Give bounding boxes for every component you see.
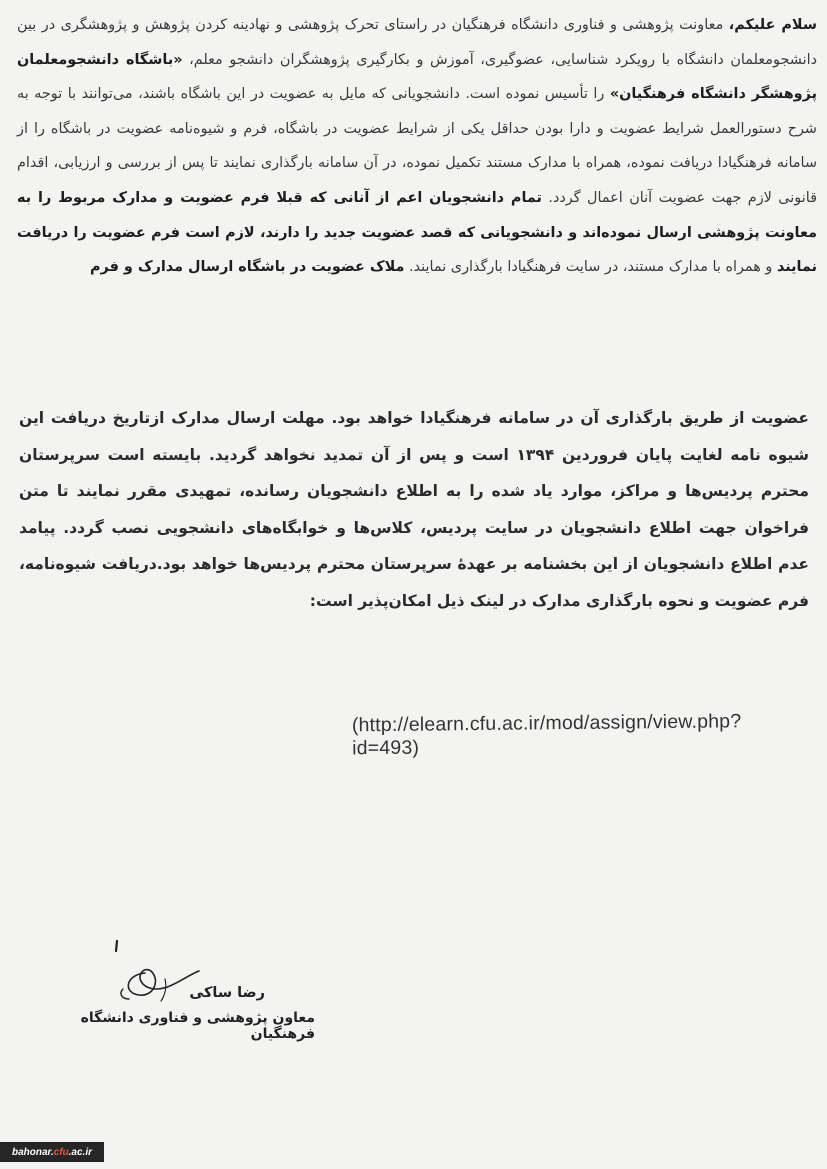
site-domain-end: .ac.ir — [68, 1146, 93, 1158]
download-link[interactable]: (http://elearn.cfu.ac.ir/mod/assign/view.php?id=493) — [351, 710, 742, 760]
intro-paragraph — [17, 8, 817, 285]
site-watermark-badge — [0, 1142, 104, 1162]
intro-text-c: و همراه با مدارک مستند، در سایت فرهنگیادا بارگذاری نمایند. — [404, 259, 777, 276]
greeting: سلام علیکم، — [728, 17, 818, 33]
site-domain-accent: cfu — [53, 1146, 69, 1158]
intro-criteria: ملاک عضویت در باشگاه ارسال مدارک و فرم — [89, 259, 405, 276]
deadline-paragraph: عضویت از طریق بارگذاری آن در سامانه فرهنگیادا خواهد بود. مهلت ارسال مدارک ازتاریخ دریافت این شیوه نامه لغایت پایان فروردین ۱۳۹۴ است و پس از آن تمدید نخواهد گردید. بایسته است سرپرستان محترم پردیس‌ها و مراکز، موارد یاد شده را به اطلاع دانشجویان رسانده، تمهیدی مقرر نمایند تا متن فراخوان جهت اطلاع دانشجویان در سایت پردیس، کلاس‌ها و خوابگاه‌های دانشجویی نصب گردد. پیامد عدم اطلاع دانشجویان از این بخشنامه بر عهدهٔ سرپرستان محترم پردیس‌ها خواهد بود.دریافت شیوه‌نامه، فرم عضویت و نحوه بارگذاری مدارک در لینک ذیل امکان‌پذیر است: — [19, 409, 809, 610]
signatory-name: رضا ساکی — [189, 985, 265, 1001]
club-name: «باشگاه دانشجومعلمان پژوهشگر دانشگاه فرهنگیان» — [17, 51, 817, 103]
intro-text-b: را تأسیس نموده است. دانشجویانی که مایل به عضویت در این باشگاه باشند، می‌توانند با توجه به شرح دستورالعمل شرایط عضویت و دارا بودن حداقل یکی از شرایط عضویت در باشگاه، فرم و شیوه‌نامه عضویت در باشگاه را از سامانه فرهنگیادا دریافت نموده، همراه با مدارک مستند تکمیل نموده، در آن سامانه بارگذاری نمایند تا پس از بررسی و ارزیابی، اقدام قانونی لازم جهت عضویت آنان اعمال گردد. — [17, 86, 818, 206]
intro-bold-notice: تمام دانشجویان اعم از آنانی که قبلا فرم عضویت و مدارک مربوط را به معاونت پژوهشی ارسال نموده‌اند و دانشجویانی که قصد عضویت جدید را دارند، لازم است فرم عضویت را دریافت نمایند — [17, 189, 817, 276]
signatory-title: معاون پژوهشی و فناوری دانشگاه فرهنگیان — [80, 1010, 315, 1042]
site-domain-main: bahonar. — [11, 1146, 54, 1158]
intro-text-a: معاونت پژوهشی و فناوری دانشگاه فرهنگیان در راستای تحرک پژوهشی و نهادینه کردن پژوهش و پژوهشگری در بین دانشجومعلمان دانشگاه با رویکرد شناسایی، عضوگیری، آموزش و بکارگیری پژوهشگران دانشجو معلم، — [17, 17, 817, 68]
